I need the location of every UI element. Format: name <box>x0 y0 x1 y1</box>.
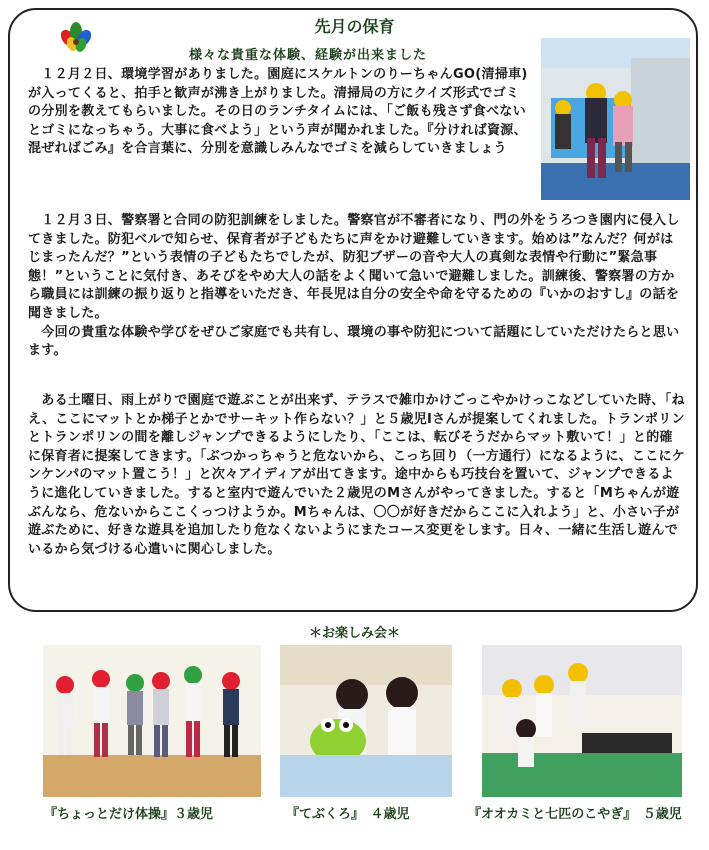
tebukuro-photo <box>280 645 452 797</box>
page-title: 先月の保育 <box>314 17 395 36</box>
environment-study-paragraph: １２月２日、環境学習がありました。園庭にスケルトンのりーちゃんGO(清掃車)が入ってくると、拍手と歓声が沸き上がりました。清掃局の方にクイズ形式でゴミの分別を教えてもらいました。その日のランチタイムには、「ご飯も残さず食べないとゴミになっちゃう。大事に食べよう」という声が聞かれました。『分ければ資源、混ぜればごみ』を合言葉に、分別を意識しみんなでゴミを減らしていきましょう <box>28 67 528 157</box>
wolf-and-goats-photo <box>482 645 682 797</box>
event-title: ＊お楽しみ会＊ <box>308 626 400 641</box>
page-subtitle: 様々な貴重な体験、経験が出来ました <box>188 48 427 63</box>
caption-5yo: 『オオカミと七匹のこやぎ』 ５歳児 <box>468 807 682 822</box>
garbage-truck-photo <box>541 38 690 200</box>
caption-3yo: 『ちょっとだけ体操』３歳児 <box>44 807 214 822</box>
crime-prevention-paragraph: １２月３日、警察署と合同の防犯訓練をしました。警察官が不審者になり、門の外をうろつき園内に侵入してきました。防犯ベルで知らせ、保育者が子どもたちに声をかけ避難していきます。始めは”なんだ？何がはじまったんだ？”という表情の子どもたちでしたが、防犯ブザーの音や大人の真剣な表情や行動に”緊急事態！”ということに気付き、あそびをやめ大人の話をよく聞いて急いで避難しました。訓練後、警察署の方から職員には訓練の振り返りと指導をいただき、年長児は自分の安全や命を守るための『いかのおすし』の話を聞きました。 今回の貴重な体験や学びをぜひご家庭でも共有し、環境の事や防犯について話題にしていただけたらと思います。 <box>28 213 680 359</box>
exercise-photo <box>43 645 261 797</box>
circuit-play-paragraph: ある土曜日、雨上がりで園庭で遊ぶことが出来ず、テラスで雑巾かけごっこやかけっこなどしていた時、「ねえ、ここにマットとか梯子とかでサーキット作らない？」と５歳児Iさんが提案してくれました。トランポリンとトランポリンの間を離しジャンプできるようにしたり、「ここは、転びそうだからマット敷いて！」と的確に保育者に提案してきます。「ぶつかっちゃうと危ないから、こっち回り（一方通行）になるように、ここにケンケンパのマット置こう！」と次々アイディアが出てきます。途中からも巧技台を置いて、ジャンプできるように進化していきました。すると室内で遊んでいた２歳児のMさんがやってきました。すると「Mちゃんが遊ぶんなら、危ないからここくっつけようか。Mちゃんは、〇〇が好きだからここに入れよう」と、小さい子が遊ぶために、好きな遊具を追加したり危なくないようにまたコース変更をします。日々、一緒に生活し遊んでいるから気づける心遣いに関心しました。 <box>28 393 686 557</box>
caption-4yo: 『てぶくろ』 ４歳児 <box>286 807 410 822</box>
